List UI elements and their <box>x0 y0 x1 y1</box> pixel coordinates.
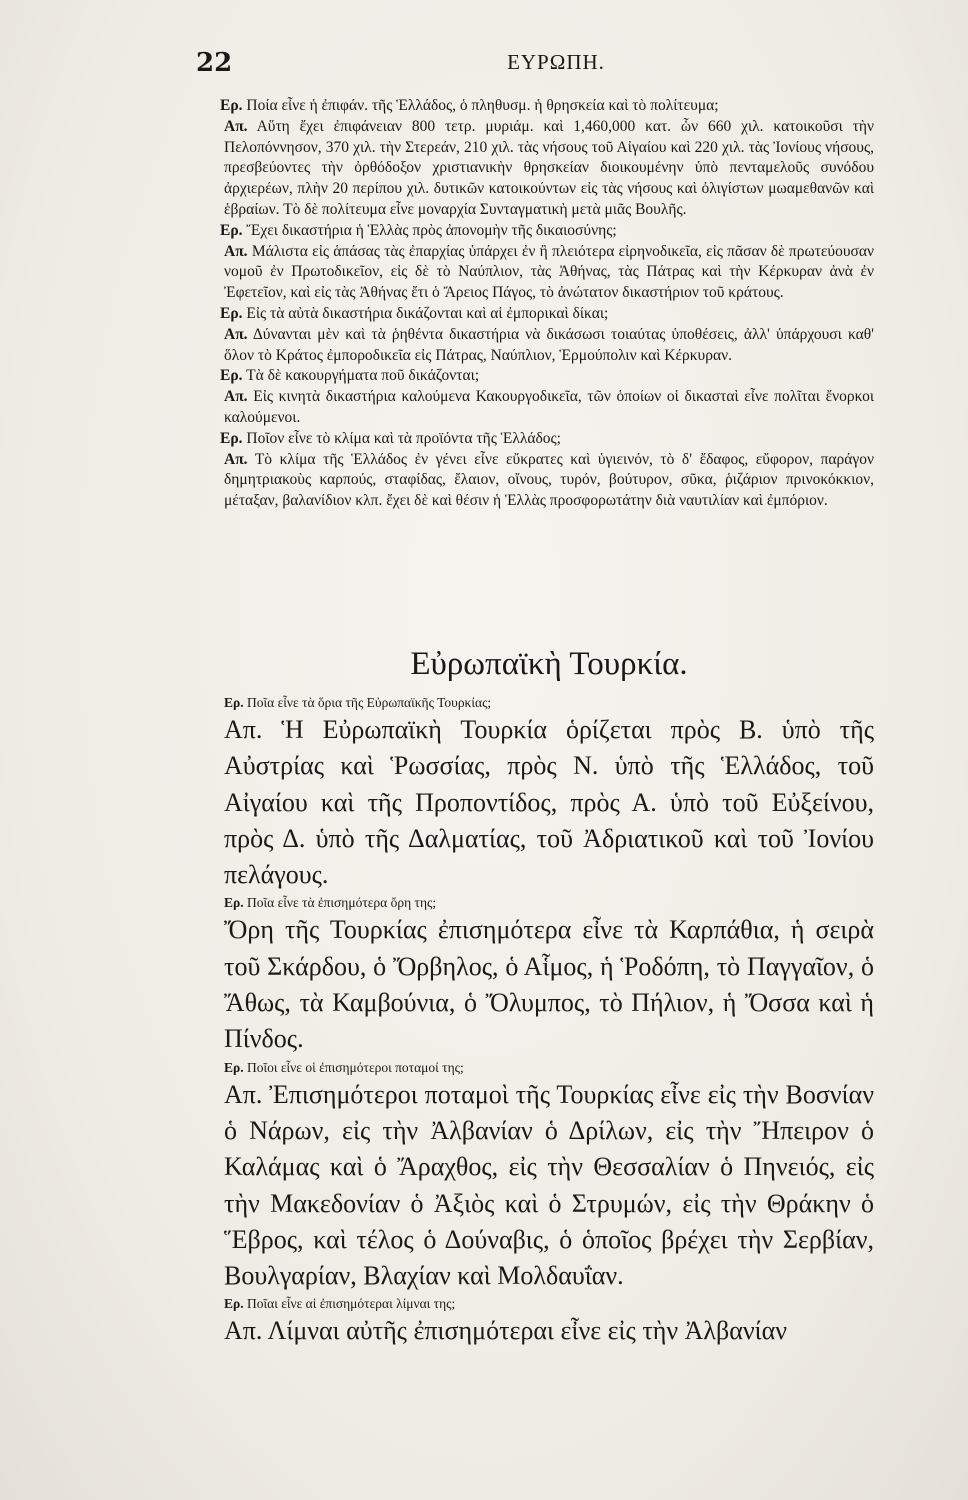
paragraph: Ερ. Τὰ δὲ κακουργήματα ποῦ δικάζονται; <box>220 367 480 385</box>
paragraph: Ερ. Ποῖον εἶνε τὸ κλίμα καὶ τὰ προϊόντα τῆς Ἑλλάδος; <box>220 429 561 447</box>
page-header <box>196 44 916 80</box>
answer: Ὄρη τῆς Τουρκίας ἐπισημότερα εἶνε τὰ Καρπάθια, ἡ σειρὰ τοῦ Σκάρδου, ὁ Ὄρβηλος, ὁ Αἷμος, ἡ Ῥοδόπη, τὸ Παγγαῖον, ὁ Ἄθως, τὰ Καμβούνια, ὁ Ὄλυμπος, τὸ Πήλιον, ἡ Ὄσσα καὶ ἡ Πίνδος. <box>224 915 874 1054</box>
paragraph: Ερ. Εἰς τὰ αὐτὰ δικαστήρια δικάζονται καὶ αἱ ἐμπορικαὶ δίκαι; <box>220 304 609 322</box>
question: Ερ. Ποῖαι εἶνε αἱ ἐπισημότεραι λίμναι της; <box>224 1296 456 1312</box>
paragraph: Απ. Εἰς κινητὰ δικαστήρια καλούμενα Κακουργοδικεῖα, τῶν ὁποίων οἱ δικασταὶ εἶνε πολῖται ἔνορκοι καλούμενοι. <box>224 388 874 426</box>
greece-section <box>220 96 875 512</box>
answer: Απ. Ἡ Εὐρωπαϊκὴ Τουρκία ὁρίζεται πρὸς Β. ὑπὸ τῆς Αὐστρίας καὶ Ῥωσσίας, πρὸς Ν. ὑπὸ τῆς Ἑλλάδος, τοῦ Αἰγαίου καὶ τῆς Προποντίδος, πρὸς Α. ὑπὸ τοῦ Εὐξείνου, πρὸς Δ. ὑπὸ τῆς Δαλματίας, τοῦ Ἀδριατικοῦ καὶ τοῦ Ἰονίου πελάγους. <box>224 715 874 890</box>
paragraph: Απ. Τὸ κλίμα τῆς Ἑλλάδος ἐν γένει εἶνε εὔκρατες καὶ ὑγιεινόν, τὸ δ' ἔδαφος, εὔφορον, παράγον δημητριακοὺς καρπούς, σταφίδας, ἔλαιον, οἴνους, τυρόν, βούτυρον, σῦκα, ῥιζάριον πρινοκόκκιον, μέταξαν, βαλανίδιον κλπ. ἔχει δὲ καὶ θέσιν ἡ Ἑλλὰς προσφορωτάτην διὰ ναυτιλίαν καὶ ἐμπόριον. <box>224 450 874 510</box>
question: Ερ. Ποῖοι εἶνε οἱ ἐπισημότεροι ποταμοί της; <box>224 1059 464 1075</box>
section-heading: Εὐρωπαϊκὴ Τουρκία. <box>410 646 688 682</box>
paragraph: Ερ. Ἔχει δικαστήρια ἡ Ἑλλὰς πρὸς ἀπονομὴν τῆς δικαιοσύνης; <box>220 221 617 239</box>
page-number: 22 <box>196 48 233 78</box>
paragraph: Απ. Δύνανται μὲν καὶ τὰ ῥηθέντα δικαστήρια νὰ δικάσωσι τοιαύτας ὑποθέσεις, ἀλλ' ὑπάρχουσι καθ' ὅλον τὸ Κράτος ἐμποροδικεῖα εἰς Πάτρας, Ναύπλιον, Ἑρμούπολιν καὶ Κέρκυραν. <box>224 325 874 364</box>
paragraph: Ερ. Ποία εἶνε ἡ ἐπιφάν. τῆς Ἑλλάδος, ὁ πληθυσμ. ἡ θρησκεία καὶ τὸ πολίτευμα; <box>220 97 719 114</box>
answer: Απ. Ἐπισημότεροι ποταμοὶ τῆς Τουρκίας εἶνε εἰς τὴν Βοσνίαν ὁ Νάρων, εἰς τὴν Ἀλβανίαν ὁ Δρίλων, εἰς τὴν Ἤπειρον ὁ Καλάμας καὶ ὁ Ἄραχθος, εἰς τὴν Θεσσαλίαν ὁ Πηνειός, εἰς τὴν Μακεδονίαν ὁ Ἀξιὸς καὶ ὁ Στρυμών, εἰς τὴν Θράκην ὁ Ἕβρος, καὶ τέλος ὁ Δούναβις, ὁ ὁποῖος βρέχει τὴν Σερβίαν, Βουλγαρίαν, Βλαχίαν καὶ Μολδαυΐαν. <box>224 1079 875 1291</box>
paragraph: Απ. Αὕτη ἔχει ἐπιφάνειαν 800 τετρ. μυριάμ. καὶ 1,460,000 κατ. ὧν 660 χιλ. κατοικοῦσι τὴν Πελοπόννησον, 370 χιλ. τὴν Στερεάν, 210 χιλ. τὰς νήσους τοῦ Αἰγαίου καὶ 220 χιλ. τὰς Ἰονίους νήσους, πρεσβεύοντες τὴν ὀρθόδοξον χριστιανικὴν θρησκείαν διοικουμένην ὑπὸ πενταμελοῦς συνόδου ἀρχιερέων, πλὴν 20 περίπου χιλ. δυτικῶν κατοικούντων εἰς τὰς νήσους καὶ ὀλιγίστων μωαμεθανῶν καὶ ἑβραίων. Τὸ δὲ πολίτευμα εἶνε μοναρχία Συνταγματικὴ μετὰ μιᾶς Βουλῆς. <box>224 117 874 218</box>
paragraph: Απ. Μάλιστα εἰς ἁπάσας τὰς ἐπαρχίας ὑπάρχει ἐν ἢ πλειότερα εἰρηνοδικεῖα, εἰς πᾶσαν δὲ πρωτεύουσαν νομοῦ ἐν Πρωτοδικεῖον, εἰς δὲ τὸ Ναύπλιον, τὰς Ἀθήνας, τὰς Πάτρας καὶ τὴν Κέρκυραν ἀνὰ ἐν Ἐφετεῖον, καὶ εἰς τὰς Ἀθήνας ἔτι ὁ Ἄρειος Πάγος, τὸ ἀνώτατον δικαστήριον τοῦ κράτους. <box>224 242 875 302</box>
question: Ερ. Ποῖα εἶνε τὰ ἐπισημότερα ὄρη της; <box>224 895 437 911</box>
answer: Απ. Λίμναι αὐτῆς ἐπισημότεραι εἶνε εἰς τὴν Ἀλβανίαν <box>224 1316 787 1346</box>
running-head: ΕΥΡΩΠΗ. <box>507 50 605 74</box>
question: Ερ. Ποῖα εἶνε τὰ ὅρια τῆς Εὐρωπαϊκῆς Τουρκίας; <box>224 695 492 710</box>
turkey-section <box>224 694 874 1350</box>
